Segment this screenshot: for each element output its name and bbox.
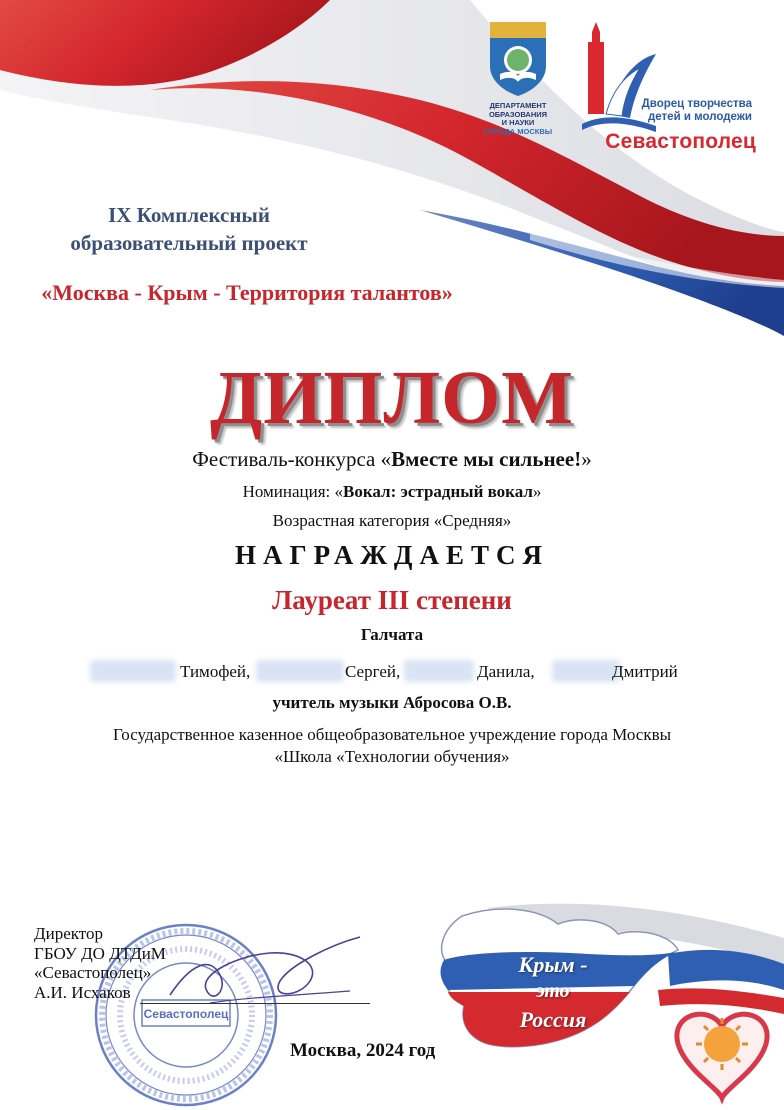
signature-line [140,1003,370,1004]
nomination-prefix: Номинация: « [242,482,344,501]
crimea-russia-badge [408,894,784,1109]
city-year: Москва, 2024 год [290,1040,436,1061]
festival-suffix: » [581,447,592,471]
project-subtitle: образовательный проект [70,231,308,255]
awarded-heading: НАГРАЖДАЕТСЯ [234,540,549,570]
kremlin-tower-sail-icon [578,18,658,142]
school-name: Государственное казенное общеобразовательное учреждение города Москвы [112,725,672,744]
project-subtitle: IX Комплексный [108,203,270,227]
director-name: А.И. Исхаков [34,982,131,1002]
department-logo-line: ДЕПАРТАМЕНТ [489,101,547,110]
director-org: ГБОУ ДО ДТДиМ [34,943,166,963]
participant-name: Данила, [477,662,535,681]
department-logo-city: ГОРОДА МОСКВЫ [483,126,553,136]
diploma-heading: ДИПЛОМ [210,356,574,440]
nomination-value: Вокал: эстрадный вокал [343,482,533,501]
crimea-badge-text: Крым - [518,952,588,977]
director-title: Директор [34,924,103,943]
festival-prefix: Фестиваль-конкурса « [192,447,392,471]
department-logo-line: ОБРАЗОВАНИЯ [488,109,548,119]
director-org: «Севастополец» [34,963,152,982]
participant-name: Сергей, [345,662,401,681]
director-block [34,924,166,1002]
signature [150,925,380,1020]
festival-line [0,447,784,472]
crimea-badge-text: Россия [519,1007,587,1032]
redacted-surname [552,660,620,682]
shield-globe-book-icon [486,18,550,98]
laureate-degree: Лауреат III степени [272,585,512,615]
stamp-text: Севастополец [143,1007,229,1021]
participants-row [0,660,784,684]
teacher-name: учитель музыки Абросова О.В. [272,693,512,712]
palace-logo-line: Дворец творчества [641,98,752,110]
school-name: «Школа «Технологии обучения» [274,747,510,766]
nomination-line [0,482,784,502]
age-category: Возрастная категория «Средняя» [272,511,512,530]
palace-logo-name: Севастополец [605,130,756,153]
department-education-logo [478,18,558,140]
palace-logo-line: детей и молодежи [648,111,752,123]
festival-name: Вместе мы сильнее! [391,447,582,471]
redacted-surname [256,660,344,682]
nomination-suffix: » [532,482,542,501]
sevastopolets-palace-logo [578,18,768,153]
redacted-surname [90,660,176,682]
redacted-surname [404,660,474,682]
participant-name: Тимофей, [180,662,251,681]
department-logo-line: И НАУКИ [501,118,535,128]
crimea-badge-text: это [536,980,570,1002]
project-title: «Москва - Крым - Территория талантов» [41,280,453,305]
group-name: Галчата [360,625,424,644]
participant-name: Дмитрий [612,662,678,681]
